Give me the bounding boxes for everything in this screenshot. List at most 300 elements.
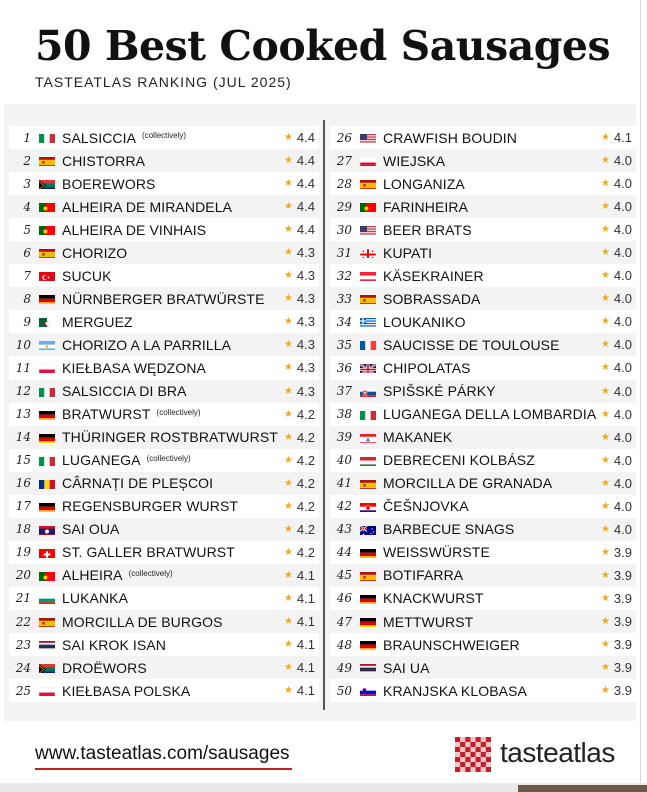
rating-value: 4.0 [613,176,632,192]
dish-name[interactable]: MAKANEK [383,429,453,446]
ranking-row [9,587,319,610]
rating [284,591,315,606]
dish-name[interactable]: SAUCISSE DE TOULOUSE [383,336,560,353]
rank-number: 5 [23,222,31,237]
ranking-row [330,356,636,379]
rating [601,337,632,352]
ranking-row [9,195,319,218]
footer-url-underline [35,768,292,770]
ranking-row [9,449,319,472]
ranking-row [9,495,319,518]
dish-name[interactable]: BRAUNSCHWEIGER [383,636,520,653]
star-icon: ★ [283,662,293,674]
rank-number: 20 [15,568,31,583]
ranking-row [330,310,636,333]
dish-name[interactable]: DEBRECENI KOLBÁSZ [383,452,535,469]
star-icon: ★ [600,155,610,167]
star-icon: ★ [600,408,610,420]
rating-value: 4.0 [613,314,632,330]
rating-value: 4.1 [613,130,632,146]
rank-number: 8 [23,291,31,306]
star-icon: ★ [283,385,293,397]
rating [601,545,632,560]
flag-sk-icon [360,386,376,397]
dish-name[interactable]: CRAWFISH BOUDIN [383,129,517,146]
star-icon: ★ [283,132,293,144]
rank-number: 49 [336,660,352,675]
rating [601,245,632,260]
rating [284,291,315,306]
dish-name[interactable]: ČEŠNJOVKA [383,498,469,515]
flag-fr-icon [360,339,376,350]
star-icon: ★ [283,639,293,651]
flag-de-icon [39,409,55,420]
rating [601,522,632,537]
rating-value: 4.0 [613,406,632,422]
star-icon: ★ [283,339,293,351]
rank-number: 50 [336,683,352,698]
star-icon: ★ [600,132,610,144]
rating-value: 4.0 [613,452,632,468]
rating-value: 4.1 [296,614,315,629]
dish-name[interactable]: SALSICCIA DI BRA [62,383,187,400]
rating-value: 4.3 [296,383,315,399]
flag-es-icon [39,155,55,166]
rank-number: 34 [336,314,352,329]
star-icon: ★ [283,201,293,213]
rank-number: 16 [15,476,31,491]
rank-number: 30 [336,222,352,237]
star-icon: ★ [283,247,293,259]
ranking-row [330,126,636,149]
rating [284,453,315,468]
rank-number: 10 [15,337,31,352]
rating [284,499,315,514]
rating [284,660,315,675]
ranking-row [330,541,636,564]
rating [601,314,632,329]
ranking-row [330,472,636,495]
rating-value: 4.2 [296,475,315,491]
rating [601,614,632,629]
rank-number: 2 [23,153,31,168]
dish-name[interactable]: SALSICCIA [62,129,137,146]
ranking-row [9,218,319,241]
rating-value: 4.4 [296,130,315,146]
dish-name[interactable]: SPIŠSKÉ PÁRKY [383,383,496,400]
rank-number: 15 [15,453,31,468]
star-icon: ★ [283,224,293,236]
rating [601,199,632,214]
star-icon: ★ [600,685,610,697]
rating-value: 3.9 [613,660,632,676]
rank-number: 18 [15,522,31,537]
dish-name[interactable]: SUCUK [62,267,112,284]
ranking-table [4,104,636,721]
rating [601,360,632,375]
ranking-row [9,426,319,449]
dish-note: (collectively) [128,568,173,578]
dish-name[interactable]: REGENSBURGER WURST [62,498,239,515]
rating [284,476,315,491]
dish-name[interactable]: WEISSWÜRSTE [383,544,490,561]
ranking-row [9,610,319,633]
star-icon: ★ [283,316,293,328]
star-icon: ★ [600,385,610,397]
rank-number: 35 [336,337,352,352]
ranking-row [330,587,636,610]
ranking-row [330,656,636,679]
page-edge [640,0,647,792]
flag-pt-icon [39,201,55,212]
rating [601,176,632,191]
rank-number: 9 [23,314,31,329]
dish-name[interactable]: ALHEIRA DE VINHAIS [62,221,207,238]
rating-value: 3.9 [613,567,632,583]
star-icon: ★ [283,500,293,512]
rating [284,337,315,352]
rank-number: 1 [23,130,31,145]
rating-value: 3.9 [613,614,632,629]
flag-de-icon [360,593,376,604]
star-icon: ★ [600,523,610,535]
flag-bg-icon [39,593,55,604]
ranking-row [330,679,636,702]
rank-number: 38 [336,407,352,422]
ranking-column-left [9,126,319,702]
rank-number: 40 [336,453,352,468]
rating [284,637,315,652]
dish-name[interactable]: KUPATI [383,244,433,261]
star-icon: ★ [283,293,293,305]
ranking-row [330,426,636,449]
ranking-row [330,218,636,241]
rating-value: 4.2 [296,498,315,514]
rating-value: 4.2 [296,521,315,537]
dish-name[interactable]: LUGANEGA [62,452,141,469]
rating-value: 4.1 [296,660,315,676]
dish-name[interactable]: BOEREWORS [62,175,156,192]
rating-value: 4.0 [613,153,632,169]
rating [601,453,632,468]
rating-value: 3.9 [613,590,632,606]
rating-value: 4.2 [296,429,315,445]
rank-number: 32 [336,268,352,283]
flag-es-icon [39,616,55,627]
star-icon: ★ [283,454,293,466]
dish-name[interactable]: KIEŁBASA WĘDZONA [62,359,206,376]
flag-au-icon [360,524,376,535]
ranking-row [330,633,636,656]
rating [284,360,315,375]
rating [601,637,632,652]
rating [601,476,632,491]
dish-name[interactable]: ALHEIRA DE MIRANDELA [62,198,233,215]
rank-number: 31 [336,245,352,260]
star-icon: ★ [600,546,610,558]
rating [284,245,315,260]
flag-th-icon [39,639,55,650]
dish-name[interactable]: LUGANEGA DELLA LOMBARDIA [383,406,597,423]
ranking-row [330,518,636,541]
star-icon: ★ [283,569,293,581]
flag-hr-icon [360,501,376,512]
rating [601,153,632,168]
column-divider [323,120,325,710]
dish-name[interactable]: LONGANIZA [383,175,465,192]
rating-value: 3.9 [613,637,632,653]
dish-name[interactable]: ST. GALLER BRATWURST [62,544,235,561]
rating [601,291,632,306]
star-icon: ★ [600,293,610,305]
rank-number: 6 [23,245,31,260]
ranking-row [330,495,636,518]
rank-number: 23 [15,637,31,652]
rating-value: 4.2 [296,406,315,422]
rank-number: 44 [336,545,352,560]
dish-name[interactable]: SOBRASSADA [383,290,481,307]
rank-number: 4 [23,199,31,214]
flag-gr-icon [360,316,376,327]
rank-number: 22 [15,614,31,629]
flag-es-icon [360,478,376,489]
star-icon: ★ [600,454,610,466]
star-icon: ★ [283,523,293,535]
rating-value: 4.0 [613,475,632,491]
dish-name[interactable]: KÄSEKRAINER [383,267,484,284]
tasteatlas-logo-text: tasteatlas [500,737,615,768]
flag-hu-icon [360,455,376,466]
dish-name[interactable]: CÂRNAȚI DE PLEȘCOI [62,475,214,492]
rating [284,683,315,698]
flag-es-icon [360,293,376,304]
ranking-row [330,449,636,472]
dish-name[interactable]: CHORIZO A LA PARRILLA [62,336,232,353]
rating [601,499,632,514]
dish-name[interactable]: LOUKANIKO [383,313,466,330]
ranking-row [9,149,319,172]
flag-pl-icon [39,362,55,373]
flag-ch-icon [39,547,55,558]
rating-value: 4.0 [613,222,632,238]
dish-name[interactable]: ALHEIRA [62,567,123,584]
flag-de-icon [39,432,55,443]
star-icon: ★ [600,431,610,443]
rank-number: 12 [15,384,31,399]
rank-number: 26 [336,130,352,145]
dish-name[interactable]: CHISTORRA [62,152,146,169]
rating-value: 4.0 [613,360,632,376]
ranking-row [9,679,319,702]
rank-number: 41 [336,476,352,491]
flag-za-icon [39,178,55,189]
dish-note: (collectively) [142,131,187,141]
rank-number: 19 [15,545,31,560]
flag-ar-icon [39,339,55,350]
dish-name[interactable]: KIEŁBASA POLSKA [62,682,191,699]
flag-it-icon [39,386,55,397]
ranking-row [330,333,636,356]
flag-gb-icon [360,362,376,373]
footer-url-link[interactable]: www.tasteatlas.com/sausages [35,743,290,764]
flag-it-icon [39,455,55,466]
rating [601,568,632,583]
flag-it-icon [360,409,376,420]
rating [284,130,315,145]
ranking-row [330,195,636,218]
rating [601,591,632,606]
flag-de-icon [360,616,376,627]
dish-name[interactable]: SAI OUA [62,521,120,538]
ranking-column-right [330,126,636,702]
rank-number: 14 [15,430,31,445]
ranking-row [9,403,319,426]
rating-value: 4.3 [296,314,315,330]
flag-es-icon [39,247,55,258]
flag-us-icon [360,224,376,235]
dish-name[interactable]: MERGUEZ [62,313,133,330]
rating-value: 4.3 [296,360,315,376]
rating-value: 4.0 [613,498,632,514]
rank-number: 11 [15,360,31,375]
ranking-row [9,264,319,287]
ranking-row [330,287,636,310]
rank-number: 42 [336,499,352,514]
star-icon: ★ [283,616,293,627]
star-icon: ★ [600,224,610,236]
dish-name[interactable]: BARBECUE SNAGS [383,521,515,538]
star-icon: ★ [600,616,610,627]
dish-name[interactable]: BOTIFARRA [383,567,464,584]
dish-name[interactable]: KRANJSKA KLOBASA [383,682,527,699]
dish-name[interactable]: SAI KROK ISAN [62,636,166,653]
rating [284,568,315,583]
rating [601,430,632,445]
dish-name[interactable]: LUKANKA [62,590,129,607]
dish-name[interactable]: KNACKWURST [383,590,484,607]
star-icon: ★ [283,155,293,167]
background-photo-strip [518,785,647,792]
rating [284,614,315,629]
ranking-row [9,333,319,356]
ranking-row [9,541,319,564]
dish-name[interactable]: MORCILLA DE BURGOS [62,613,223,630]
flag-es-icon [360,570,376,581]
rating-value: 4.0 [613,337,632,353]
ranking-row [9,656,319,679]
star-icon: ★ [600,178,610,190]
ranking-row [9,287,319,310]
tasteatlas-logo-icon [455,737,491,772]
star-icon: ★ [283,546,293,558]
rating-value: 4.0 [613,383,632,399]
rank-number: 3 [23,176,31,191]
star-icon: ★ [600,477,610,489]
rank-number: 47 [336,614,352,629]
rating [601,683,632,698]
star-icon: ★ [283,431,293,443]
ranking-row [330,172,636,195]
star-icon: ★ [600,201,610,213]
star-icon: ★ [600,270,610,282]
rating-value: 4.3 [296,268,315,284]
rank-number: 21 [15,591,31,606]
rating-value: 4.4 [296,176,315,192]
ranking-row [9,310,319,333]
dish-name[interactable]: MORCILLA DE GRANADA [383,475,553,492]
flag-za-icon [39,662,55,673]
rating [284,176,315,191]
flag-de-icon [360,547,376,558]
ranking-row [330,149,636,172]
dish-name[interactable]: BRATWURST [62,406,151,423]
flag-lb-icon [360,432,376,443]
rating-value: 4.4 [296,199,315,215]
flag-pl-icon [360,155,376,166]
ranking-row [9,126,319,149]
dish-name[interactable]: THÜRINGER ROSTBRATWURST [62,429,278,446]
star-icon: ★ [600,500,610,512]
star-icon: ★ [283,408,293,420]
flag-si-icon [360,685,376,696]
rank-number: 39 [336,430,352,445]
rating-value: 4.4 [296,153,315,169]
star-icon: ★ [283,592,293,604]
flag-ro-icon [39,478,55,489]
dish-name[interactable]: METTWURST [383,613,474,630]
flag-it-icon [39,132,55,143]
rating [601,660,632,675]
ranking-row [9,380,319,403]
rating [601,222,632,237]
rating-value: 4.2 [296,544,315,560]
flag-th-icon [360,662,376,673]
rating [284,384,315,399]
star-icon: ★ [600,639,610,651]
dish-name[interactable]: DROËWORS [62,659,147,676]
flag-es-icon [360,178,376,189]
dish-name[interactable]: NÜRNBERGER BRATWÜRSTE [62,290,265,307]
rating [284,153,315,168]
dish-name[interactable]: SAI UA [383,659,430,676]
dish-name[interactable]: BEER BRATS [383,221,472,238]
dish-name[interactable]: FARINHEIRA [383,198,469,215]
rating-value: 4.3 [296,291,315,307]
star-icon: ★ [600,592,610,604]
rating [601,384,632,399]
dish-name[interactable]: CHORIZO [62,244,128,261]
ranking-row [9,564,319,587]
dish-name[interactable]: WIEJSKA [383,152,446,169]
rank-number: 45 [336,568,352,583]
star-icon: ★ [600,339,610,351]
dish-note: (collectively) [156,407,201,417]
rank-number: 25 [15,683,31,698]
rating [284,314,315,329]
dish-name[interactable]: CHIPOLATAS [383,359,471,376]
ranking-row [9,172,319,195]
rating-value: 4.0 [613,199,632,215]
flag-ge-icon [360,247,376,258]
flag-pl-icon [39,685,55,696]
star-icon: ★ [600,362,610,374]
rank-number: 33 [336,291,352,306]
ranking-row [330,610,636,633]
rating-value: 4.3 [296,245,315,261]
star-icon: ★ [283,178,293,190]
rating-value: 4.0 [613,245,632,261]
rank-number: 28 [336,176,352,191]
